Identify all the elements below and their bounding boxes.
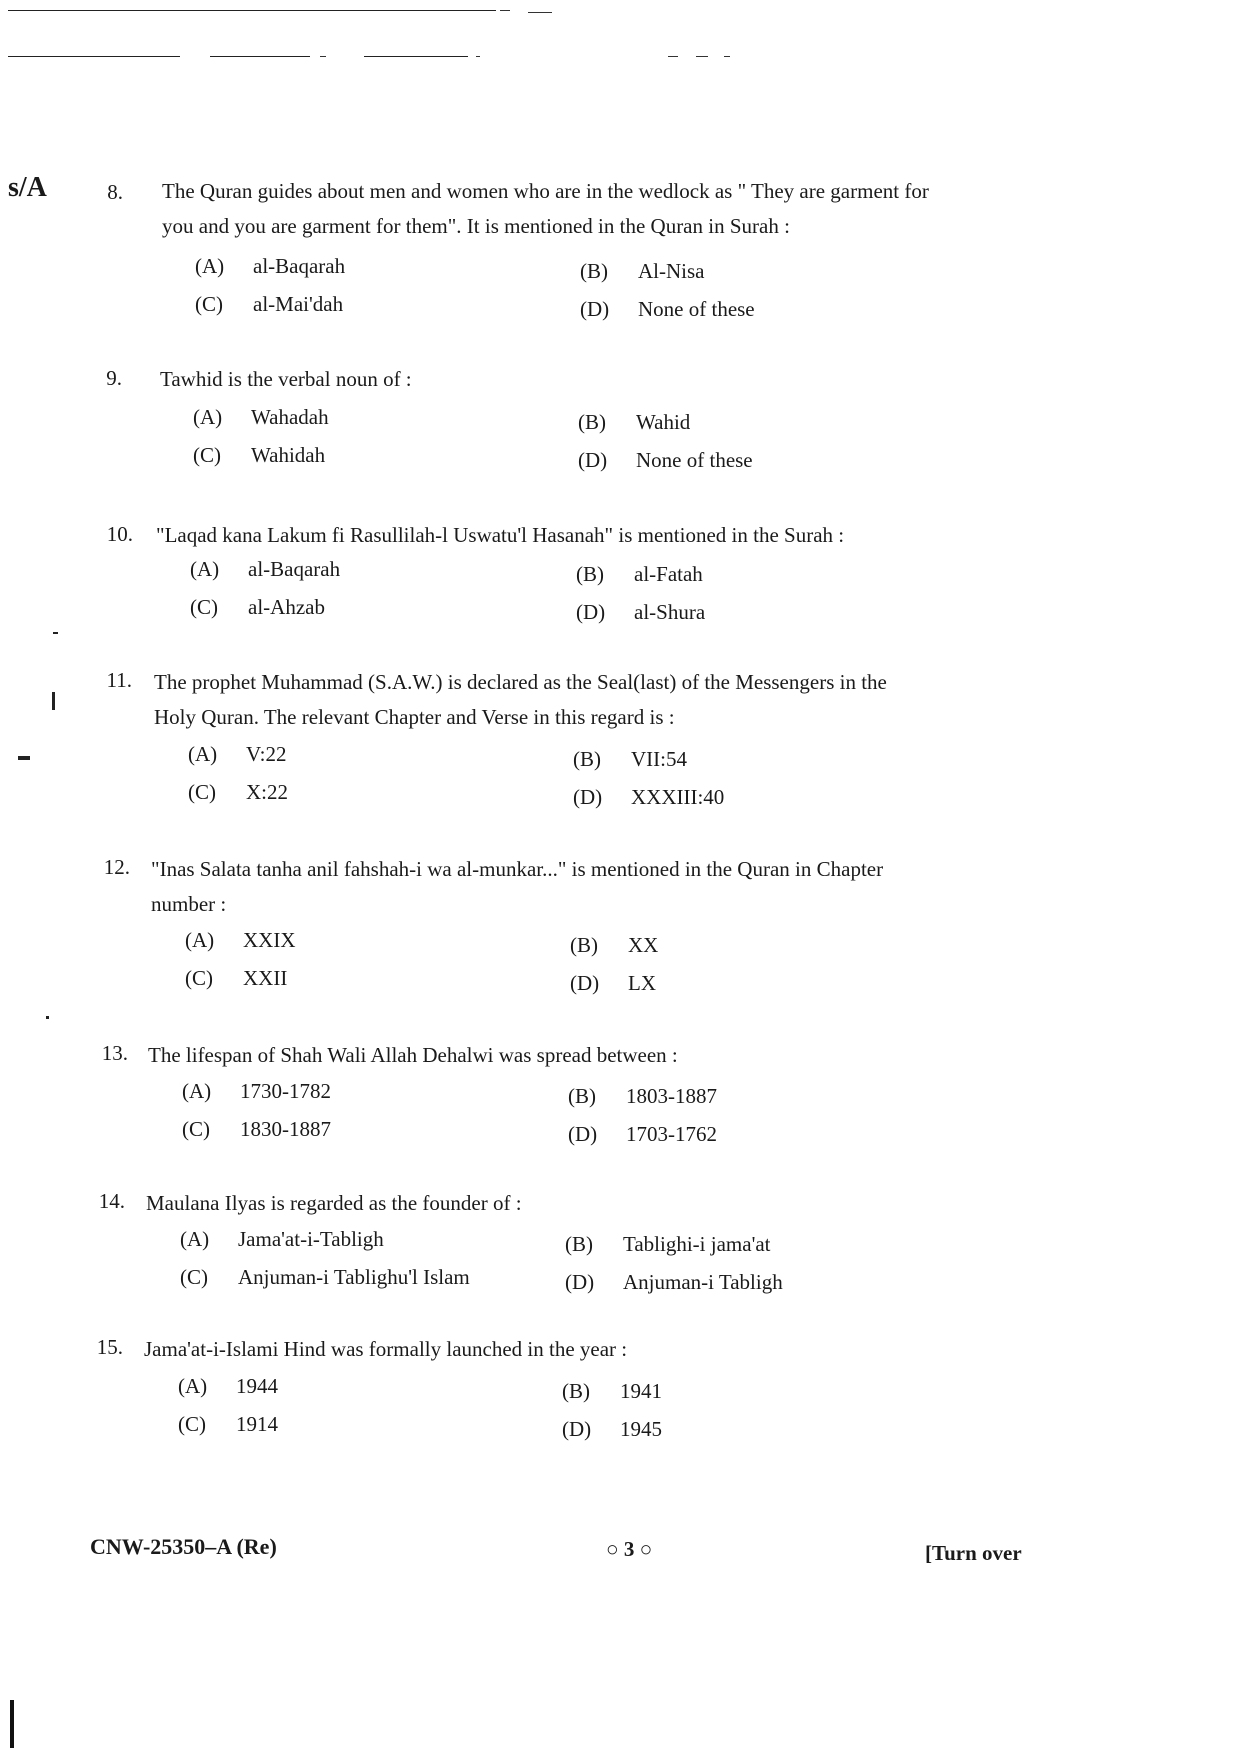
second-rule-dash [696, 56, 708, 57]
option-b[interactable]: (B) 1803-1887 [568, 1084, 717, 1108]
side-mark: s/A [8, 172, 47, 203]
option-d[interactable]: (D) Anjuman-i Tabligh [565, 1270, 783, 1294]
option-a[interactable]: (A) V:22 [188, 742, 287, 766]
option-a[interactable]: (A) Wahadah [193, 405, 329, 429]
question-text: The Quran guides about men and women who are in the wedlock as " They are garment for you and you are garment for them". It is mentioned in the Quran in Surah : [162, 179, 929, 238]
option-a[interactable]: (A) 1730-1782 [182, 1079, 331, 1103]
top-rule-dash [500, 10, 510, 11]
option-d[interactable]: (D) 1703-1762 [568, 1122, 717, 1146]
option-b[interactable]: (B) Al-Nisa [580, 259, 705, 283]
option-c[interactable]: (C) XXII [185, 966, 288, 990]
option-b[interactable]: (B) XX [570, 933, 659, 957]
scan-edge-bar [10, 1700, 14, 1748]
scan-speck [52, 692, 55, 710]
option-c[interactable]: (C) Wahidah [193, 443, 326, 467]
option-d[interactable]: (D) XXXIII:40 [573, 785, 725, 809]
option-c[interactable]: (C) X:22 [188, 780, 288, 804]
second-rule-dash [724, 56, 730, 57]
option-b[interactable]: (B) Wahid [578, 410, 691, 434]
option-b[interactable]: (B) 1941 [562, 1379, 662, 1403]
question-number: 12. [103, 855, 130, 879]
question-text: "Inas Salata tanha anil fahshah-i wa al-munkar..." is mentioned in the Quran in Chapter number : [151, 857, 884, 916]
option-a[interactable]: (A) Jama'at-i-Tabligh [180, 1227, 384, 1251]
question-text: "Laqad kana Lakum fi Rasullilah-l Uswatu'l Hasanah" is mentioned in the Surah : [156, 523, 845, 547]
option-d[interactable]: (D) al-Shura [576, 600, 706, 624]
option-c[interactable]: (C) al-Ahzab [190, 595, 325, 619]
option-c[interactable]: (C) 1914 [178, 1412, 278, 1436]
question-number: 13. [101, 1041, 128, 1065]
second-rule [8, 56, 180, 57]
scan-speck [53, 632, 58, 634]
option-a[interactable]: (A) al-Baqarah [190, 557, 341, 581]
question-text: The lifespan of Shah Wali Allah Dehalwi was spread between : [148, 1043, 678, 1067]
scan-speck [46, 1016, 49, 1019]
question-text: Jama'at-i-Islami Hind was formally launched in the year : [144, 1337, 628, 1361]
top-rule-dash [528, 12, 552, 13]
second-rule-dash [476, 56, 480, 57]
option-c[interactable]: (C) 1830-1887 [182, 1117, 331, 1141]
option-d[interactable]: (D) LX [570, 971, 656, 995]
second-rule-dash [668, 56, 678, 57]
option-d[interactable]: (D) None of these [580, 297, 755, 321]
option-a[interactable]: (A) 1944 [178, 1374, 278, 1398]
question-number: 8. [107, 180, 123, 204]
second-rule [210, 56, 310, 57]
question-number: 10. [106, 522, 133, 546]
top-rule [8, 10, 496, 11]
question-number: 14. [98, 1189, 125, 1213]
page-number: ○ 3 ○ [606, 1537, 653, 1561]
question-number: 11. [106, 668, 132, 692]
option-a[interactable]: (A) XXIX [185, 928, 296, 952]
question-text: The prophet Muhammad (S.A.W.) is declared as the Seal(last) of the Messengers in the Holy Quran. The relevant Chapter and Verse in this regard is : [154, 670, 887, 729]
second-rule [364, 56, 468, 57]
option-c[interactable]: (C) al-Mai'dah [195, 292, 344, 316]
option-d[interactable]: (D) None of these [578, 448, 753, 472]
question-number: 9. [106, 366, 122, 390]
question-text: Maulana Ilyas is regarded as the founder of : [146, 1191, 522, 1215]
option-b[interactable]: (B) VII:54 [573, 747, 687, 771]
option-a[interactable]: (A) al-Baqarah [195, 254, 346, 278]
option-c[interactable]: (C) Anjuman-i Tablighu'l Islam [180, 1265, 470, 1289]
second-rule-dash [320, 56, 326, 57]
scan-speck [18, 756, 30, 760]
paper-code: CNW-25350–A (Re) [90, 1534, 277, 1559]
turn-over-note: [Turn over [925, 1541, 1022, 1565]
option-d[interactable]: (D) 1945 [562, 1417, 662, 1441]
question-number: 15. [96, 1335, 123, 1359]
question-text: Tawhid is the verbal noun of : [160, 367, 412, 391]
option-b[interactable]: (B) al-Fatah [576, 562, 703, 586]
option-b[interactable]: (B) Tablighi-i jama'at [565, 1232, 771, 1256]
